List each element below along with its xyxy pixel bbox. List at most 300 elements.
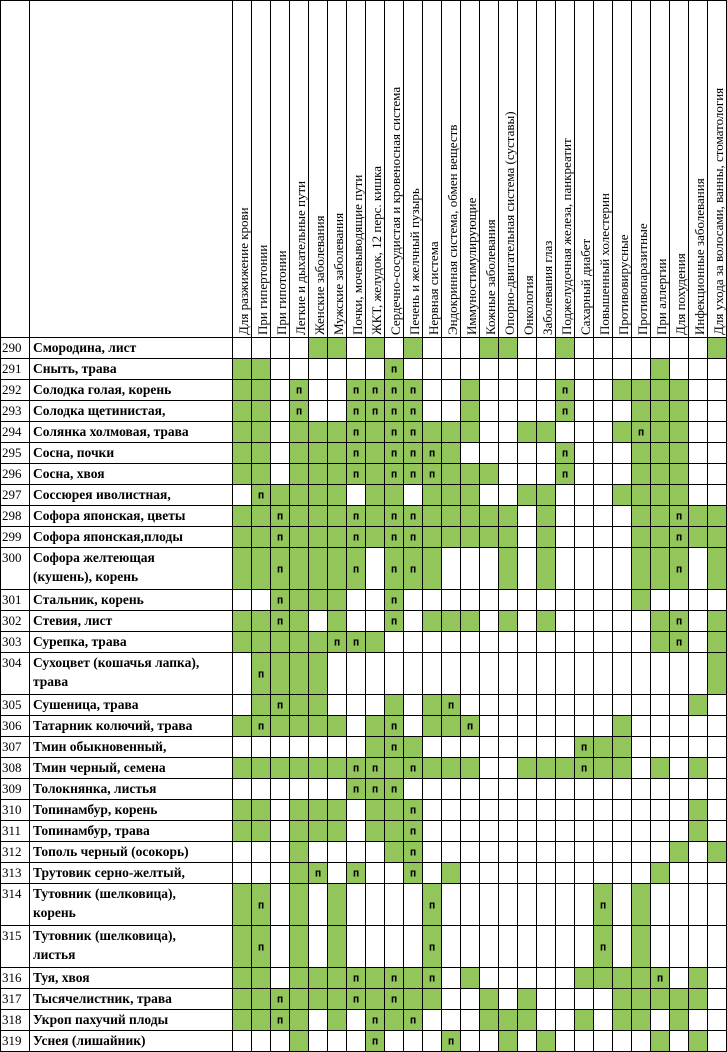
indication-cell xyxy=(499,842,518,863)
indication-cell xyxy=(613,401,632,422)
indication-cell xyxy=(461,590,480,611)
indication-cell xyxy=(689,338,708,359)
indication-cell xyxy=(252,632,271,653)
indication-cell xyxy=(290,359,309,380)
indication-cell xyxy=(708,863,727,884)
column-header: Противопаразитные xyxy=(632,0,651,338)
plant-name-line: Сурепка, трава xyxy=(33,634,127,649)
p-mark: п xyxy=(428,467,436,481)
indication-cell xyxy=(708,464,727,485)
indication-cell xyxy=(385,359,404,380)
indication-cell xyxy=(670,632,689,653)
indication-cell xyxy=(366,548,385,590)
indication-cell xyxy=(499,716,518,737)
indication-cell xyxy=(480,884,499,926)
indication-cell xyxy=(252,737,271,758)
indication-cell xyxy=(309,464,328,485)
column-header: Поджелудочная железа, панкреатит xyxy=(556,0,575,338)
indication-cell xyxy=(632,926,651,968)
indication-cell xyxy=(461,464,480,485)
indication-cell xyxy=(594,611,613,632)
indication-cell xyxy=(689,464,708,485)
indication-cell xyxy=(556,695,575,716)
indication-cell xyxy=(632,737,651,758)
indication-cell xyxy=(594,968,613,989)
indication-cell xyxy=(594,695,613,716)
indication-cell xyxy=(651,338,670,359)
indication-cell xyxy=(537,380,556,401)
indication-cell xyxy=(480,611,499,632)
indication-cell xyxy=(575,506,594,527)
indication-cell xyxy=(385,380,404,401)
indication-cell xyxy=(518,359,537,380)
indication-cell xyxy=(328,632,347,653)
plant-name xyxy=(30,548,233,590)
p-mark: п xyxy=(409,383,417,397)
indication-cell xyxy=(670,380,689,401)
indication-cell xyxy=(556,926,575,968)
indication-cell xyxy=(537,1010,556,1031)
p-mark: п xyxy=(371,404,379,418)
indication-cell xyxy=(689,884,708,926)
indication-cell xyxy=(442,611,461,632)
indication-cell xyxy=(689,1031,708,1052)
indication-cell xyxy=(366,527,385,548)
indication-cell xyxy=(385,716,404,737)
indication-cell xyxy=(290,443,309,464)
indication-cell xyxy=(537,632,556,653)
indication-cell xyxy=(632,548,651,590)
row-number: 305 xyxy=(0,695,30,716)
indication-cell xyxy=(651,779,670,800)
indication-cell xyxy=(575,485,594,506)
p-mark: п xyxy=(314,866,322,880)
indication-cell xyxy=(290,380,309,401)
indication-cell xyxy=(632,779,651,800)
indication-cell xyxy=(632,968,651,989)
indication-cell xyxy=(290,590,309,611)
indication-cell xyxy=(404,926,423,968)
indication-cell xyxy=(461,1010,480,1031)
row-number: 318 xyxy=(0,1010,30,1031)
indication-cell xyxy=(651,968,670,989)
indication-cell xyxy=(290,632,309,653)
indication-cell xyxy=(385,884,404,926)
indication-cell xyxy=(537,359,556,380)
p-mark: п xyxy=(466,719,474,733)
p-mark: п xyxy=(390,467,398,481)
indication-cell xyxy=(651,821,670,842)
indication-cell xyxy=(252,548,271,590)
indication-cell xyxy=(594,779,613,800)
indication-cell xyxy=(499,926,518,968)
indication-cell xyxy=(442,884,461,926)
row-number: 296 xyxy=(0,464,30,485)
indication-cell xyxy=(480,464,499,485)
indication-cell xyxy=(632,695,651,716)
indication-cell xyxy=(613,464,632,485)
p-mark: п xyxy=(352,761,360,775)
indication-cell xyxy=(366,884,385,926)
indication-cell xyxy=(366,800,385,821)
indication-cell xyxy=(309,527,328,548)
indication-cell xyxy=(442,716,461,737)
indication-cell xyxy=(252,1010,271,1031)
indication-cell xyxy=(575,695,594,716)
indication-cell xyxy=(594,926,613,968)
indication-cell xyxy=(385,968,404,989)
indication-cell xyxy=(442,926,461,968)
indication-cell xyxy=(689,758,708,779)
p-mark: п xyxy=(276,614,284,628)
indication-cell xyxy=(252,926,271,968)
indication-cell xyxy=(290,548,309,590)
indication-cell xyxy=(366,611,385,632)
indication-cell xyxy=(537,968,556,989)
indication-cell xyxy=(309,338,328,359)
indication-cell xyxy=(328,548,347,590)
indication-cell xyxy=(385,926,404,968)
indication-cell xyxy=(575,1031,594,1052)
indication-cell xyxy=(328,926,347,968)
indication-cell xyxy=(442,737,461,758)
indication-cell xyxy=(442,464,461,485)
indication-cell xyxy=(328,737,347,758)
indication-cell xyxy=(632,1031,651,1052)
p-mark: п xyxy=(390,404,398,418)
indication-cell xyxy=(271,1031,290,1052)
indication-cell xyxy=(632,800,651,821)
indication-cell xyxy=(385,821,404,842)
indication-cell xyxy=(689,590,708,611)
indication-cell xyxy=(328,863,347,884)
indication-cell xyxy=(442,779,461,800)
indication-cell xyxy=(480,590,499,611)
indication-cell xyxy=(252,611,271,632)
plant-name xyxy=(30,779,233,800)
indication-cell xyxy=(366,632,385,653)
indication-cell xyxy=(670,800,689,821)
plant-name-line: Сныть, трава xyxy=(33,361,117,376)
plant-name xyxy=(30,338,233,359)
indication-cell xyxy=(689,842,708,863)
indication-cell xyxy=(366,590,385,611)
p-mark: п xyxy=(295,404,303,418)
p-mark: п xyxy=(561,383,569,397)
plant-name xyxy=(30,380,233,401)
indication-cell xyxy=(708,758,727,779)
plant-name-line: Смородина, лист xyxy=(33,340,137,355)
header-name-cell xyxy=(30,0,233,338)
indication-cell xyxy=(499,401,518,422)
indication-cell xyxy=(499,464,518,485)
p-mark: п xyxy=(390,782,398,796)
indication-cell xyxy=(613,800,632,821)
indication-cell xyxy=(404,737,423,758)
plant-name xyxy=(30,443,233,464)
indication-cell xyxy=(309,989,328,1010)
p-mark: п xyxy=(276,530,284,544)
indication-cell xyxy=(328,380,347,401)
indication-cell xyxy=(385,632,404,653)
indication-cell xyxy=(480,1031,499,1052)
column-header: Для ухода за волосами, ванны, стоматология xyxy=(708,0,727,338)
indication-cell xyxy=(537,737,556,758)
indication-cell xyxy=(689,716,708,737)
p-mark: п xyxy=(675,530,683,544)
indication-cell xyxy=(537,443,556,464)
p-mark: п xyxy=(637,425,645,439)
column-header: Кожные заболевания xyxy=(480,0,499,338)
p-mark: п xyxy=(352,530,360,544)
indication-cell xyxy=(575,653,594,695)
indication-cell xyxy=(252,758,271,779)
indication-cell xyxy=(366,464,385,485)
indication-cell xyxy=(423,590,442,611)
indication-cell xyxy=(537,485,556,506)
indication-cell xyxy=(252,422,271,443)
indication-cell xyxy=(632,1010,651,1031)
indication-cell xyxy=(290,527,309,548)
indication-cell xyxy=(556,590,575,611)
indication-cell xyxy=(537,401,556,422)
indication-cell xyxy=(252,800,271,821)
indication-cell xyxy=(366,380,385,401)
indication-cell xyxy=(518,884,537,926)
indication-cell xyxy=(518,968,537,989)
plant-name xyxy=(30,464,233,485)
indication-cell xyxy=(423,779,442,800)
indication-cell xyxy=(423,758,442,779)
indication-cell xyxy=(518,611,537,632)
plant-name-line: Сушеница, трава xyxy=(33,697,139,712)
indication-cell xyxy=(233,611,252,632)
p-mark: п xyxy=(352,782,360,796)
indication-cell xyxy=(271,527,290,548)
p-mark: п xyxy=(257,940,265,953)
indication-cell xyxy=(556,716,575,737)
plant-name xyxy=(30,485,233,506)
row-number: 295 xyxy=(0,443,30,464)
indication-cell xyxy=(309,653,328,695)
plant-name-line: Туя, хвоя xyxy=(33,970,90,985)
indication-cell xyxy=(556,632,575,653)
plant-name-line: Софора желтеющая xyxy=(33,550,155,565)
indication-cell xyxy=(480,758,499,779)
indication-cell xyxy=(423,506,442,527)
indication-cell xyxy=(252,338,271,359)
indication-cell xyxy=(404,653,423,695)
indication-cell xyxy=(670,842,689,863)
indication-cell xyxy=(670,464,689,485)
indication-cell xyxy=(271,779,290,800)
indication-cell xyxy=(651,611,670,632)
indication-cell xyxy=(252,989,271,1010)
indication-cell xyxy=(233,737,252,758)
indication-cell xyxy=(613,968,632,989)
row-number: 291 xyxy=(0,359,30,380)
indication-cell xyxy=(594,758,613,779)
indication-cell xyxy=(689,737,708,758)
p-mark: п xyxy=(409,467,417,481)
indication-cell xyxy=(309,695,328,716)
indication-cell xyxy=(271,422,290,443)
indication-cell xyxy=(499,800,518,821)
indication-cell xyxy=(594,590,613,611)
indication-cell xyxy=(689,821,708,842)
indication-cell xyxy=(290,737,309,758)
p-mark: п xyxy=(561,446,569,460)
plant-name-line: (кушень), корень xyxy=(33,569,139,584)
indication-cell xyxy=(271,989,290,1010)
indication-cell xyxy=(366,359,385,380)
indication-cell xyxy=(537,653,556,695)
indication-cell xyxy=(594,443,613,464)
indication-cell xyxy=(271,485,290,506)
column-header: Иммуностимулирующие xyxy=(461,0,480,338)
column-header: Эндокринная система, обмен веществ xyxy=(442,0,461,338)
indication-cell xyxy=(613,842,632,863)
indication-cell xyxy=(366,1031,385,1052)
indication-cell xyxy=(480,380,499,401)
p-mark: п xyxy=(352,425,360,439)
indication-cell xyxy=(480,338,499,359)
indication-cell xyxy=(233,1010,252,1031)
indication-cell xyxy=(594,548,613,590)
indication-cell xyxy=(271,338,290,359)
indication-cell xyxy=(575,464,594,485)
indication-cell xyxy=(385,485,404,506)
indication-cell xyxy=(613,548,632,590)
p-mark: п xyxy=(352,404,360,418)
plant-name-line: Солодка щетинистая, xyxy=(33,403,166,418)
indication-cell xyxy=(271,716,290,737)
indication-cell xyxy=(518,989,537,1010)
indication-cell xyxy=(689,485,708,506)
p-mark: п xyxy=(257,667,265,680)
indication-cell xyxy=(347,695,366,716)
row-number: 294 xyxy=(0,422,30,443)
indication-cell xyxy=(271,737,290,758)
indication-cell xyxy=(708,989,727,1010)
plant-name-line: Топинамбур, корень xyxy=(33,802,158,817)
indication-cell xyxy=(518,842,537,863)
p-mark: п xyxy=(599,898,607,911)
indication-cell xyxy=(404,611,423,632)
p-mark: п xyxy=(447,1034,455,1048)
plant-name xyxy=(30,653,233,695)
indication-cell xyxy=(499,506,518,527)
indication-cell xyxy=(233,821,252,842)
p-mark: п xyxy=(428,446,436,460)
indication-cell xyxy=(461,485,480,506)
p-mark: п xyxy=(276,562,284,575)
indication-cell xyxy=(708,359,727,380)
p-mark: п xyxy=(656,971,664,985)
p-mark: п xyxy=(428,971,436,985)
indication-cell xyxy=(271,821,290,842)
indication-cell xyxy=(252,1031,271,1052)
indication-cell xyxy=(423,884,442,926)
indication-cell xyxy=(404,821,423,842)
plant-name-line: Толокнянка, листья xyxy=(33,781,157,796)
indication-cell xyxy=(404,443,423,464)
row-number: 316 xyxy=(0,968,30,989)
indication-cell xyxy=(613,485,632,506)
indication-cell xyxy=(233,506,252,527)
indication-cell xyxy=(670,443,689,464)
indication-cell xyxy=(499,527,518,548)
indication-cell xyxy=(328,821,347,842)
column-header: Противовирусные xyxy=(613,0,632,338)
indication-cell xyxy=(556,968,575,989)
indication-cell xyxy=(309,590,328,611)
indication-cell xyxy=(290,884,309,926)
indication-cell xyxy=(518,338,537,359)
p-mark: п xyxy=(257,898,265,911)
indication-cell xyxy=(442,863,461,884)
indication-cell xyxy=(347,401,366,422)
indication-cell xyxy=(423,716,442,737)
column-header: Печень и желчный пузырь xyxy=(404,0,423,338)
p-mark: п xyxy=(390,614,398,628)
indication-cell xyxy=(404,380,423,401)
indication-cell xyxy=(556,527,575,548)
indication-cell xyxy=(689,443,708,464)
indication-cell xyxy=(708,422,727,443)
indication-cell xyxy=(632,422,651,443)
indication-cell xyxy=(575,758,594,779)
indication-cell xyxy=(328,611,347,632)
indication-cell xyxy=(499,359,518,380)
indication-cell xyxy=(233,968,252,989)
indication-cell xyxy=(632,821,651,842)
indication-cell xyxy=(385,737,404,758)
indication-cell xyxy=(537,989,556,1010)
indication-cell xyxy=(442,338,461,359)
indication-cell xyxy=(556,989,575,1010)
indication-cell xyxy=(613,527,632,548)
p-mark: п xyxy=(409,446,417,460)
indication-cell xyxy=(670,863,689,884)
indication-cell xyxy=(347,821,366,842)
indication-cell xyxy=(632,989,651,1010)
indication-cell xyxy=(252,695,271,716)
indication-cell xyxy=(480,506,499,527)
plant-name-line: Тутовник (шелковица), xyxy=(33,886,176,901)
indication-cell xyxy=(689,506,708,527)
indication-cell xyxy=(651,548,670,590)
indication-cell xyxy=(651,632,670,653)
column-header: Опорно-двигательная система (суставы) xyxy=(499,0,518,338)
indication-cell xyxy=(632,338,651,359)
indication-cell xyxy=(480,737,499,758)
plant-name xyxy=(30,632,233,653)
indication-cell xyxy=(480,422,499,443)
plant-name xyxy=(30,1010,233,1031)
row-number: 319 xyxy=(0,1031,30,1052)
p-mark: п xyxy=(409,530,417,544)
indication-cell xyxy=(309,884,328,926)
indication-cell xyxy=(271,653,290,695)
plant-name-line: Солянка холмовая, трава xyxy=(33,424,189,439)
indication-cell xyxy=(404,401,423,422)
indication-cell xyxy=(689,968,708,989)
row-number: 307 xyxy=(0,737,30,758)
indication-cell xyxy=(575,359,594,380)
plant-name xyxy=(30,401,233,422)
indication-cell xyxy=(556,611,575,632)
